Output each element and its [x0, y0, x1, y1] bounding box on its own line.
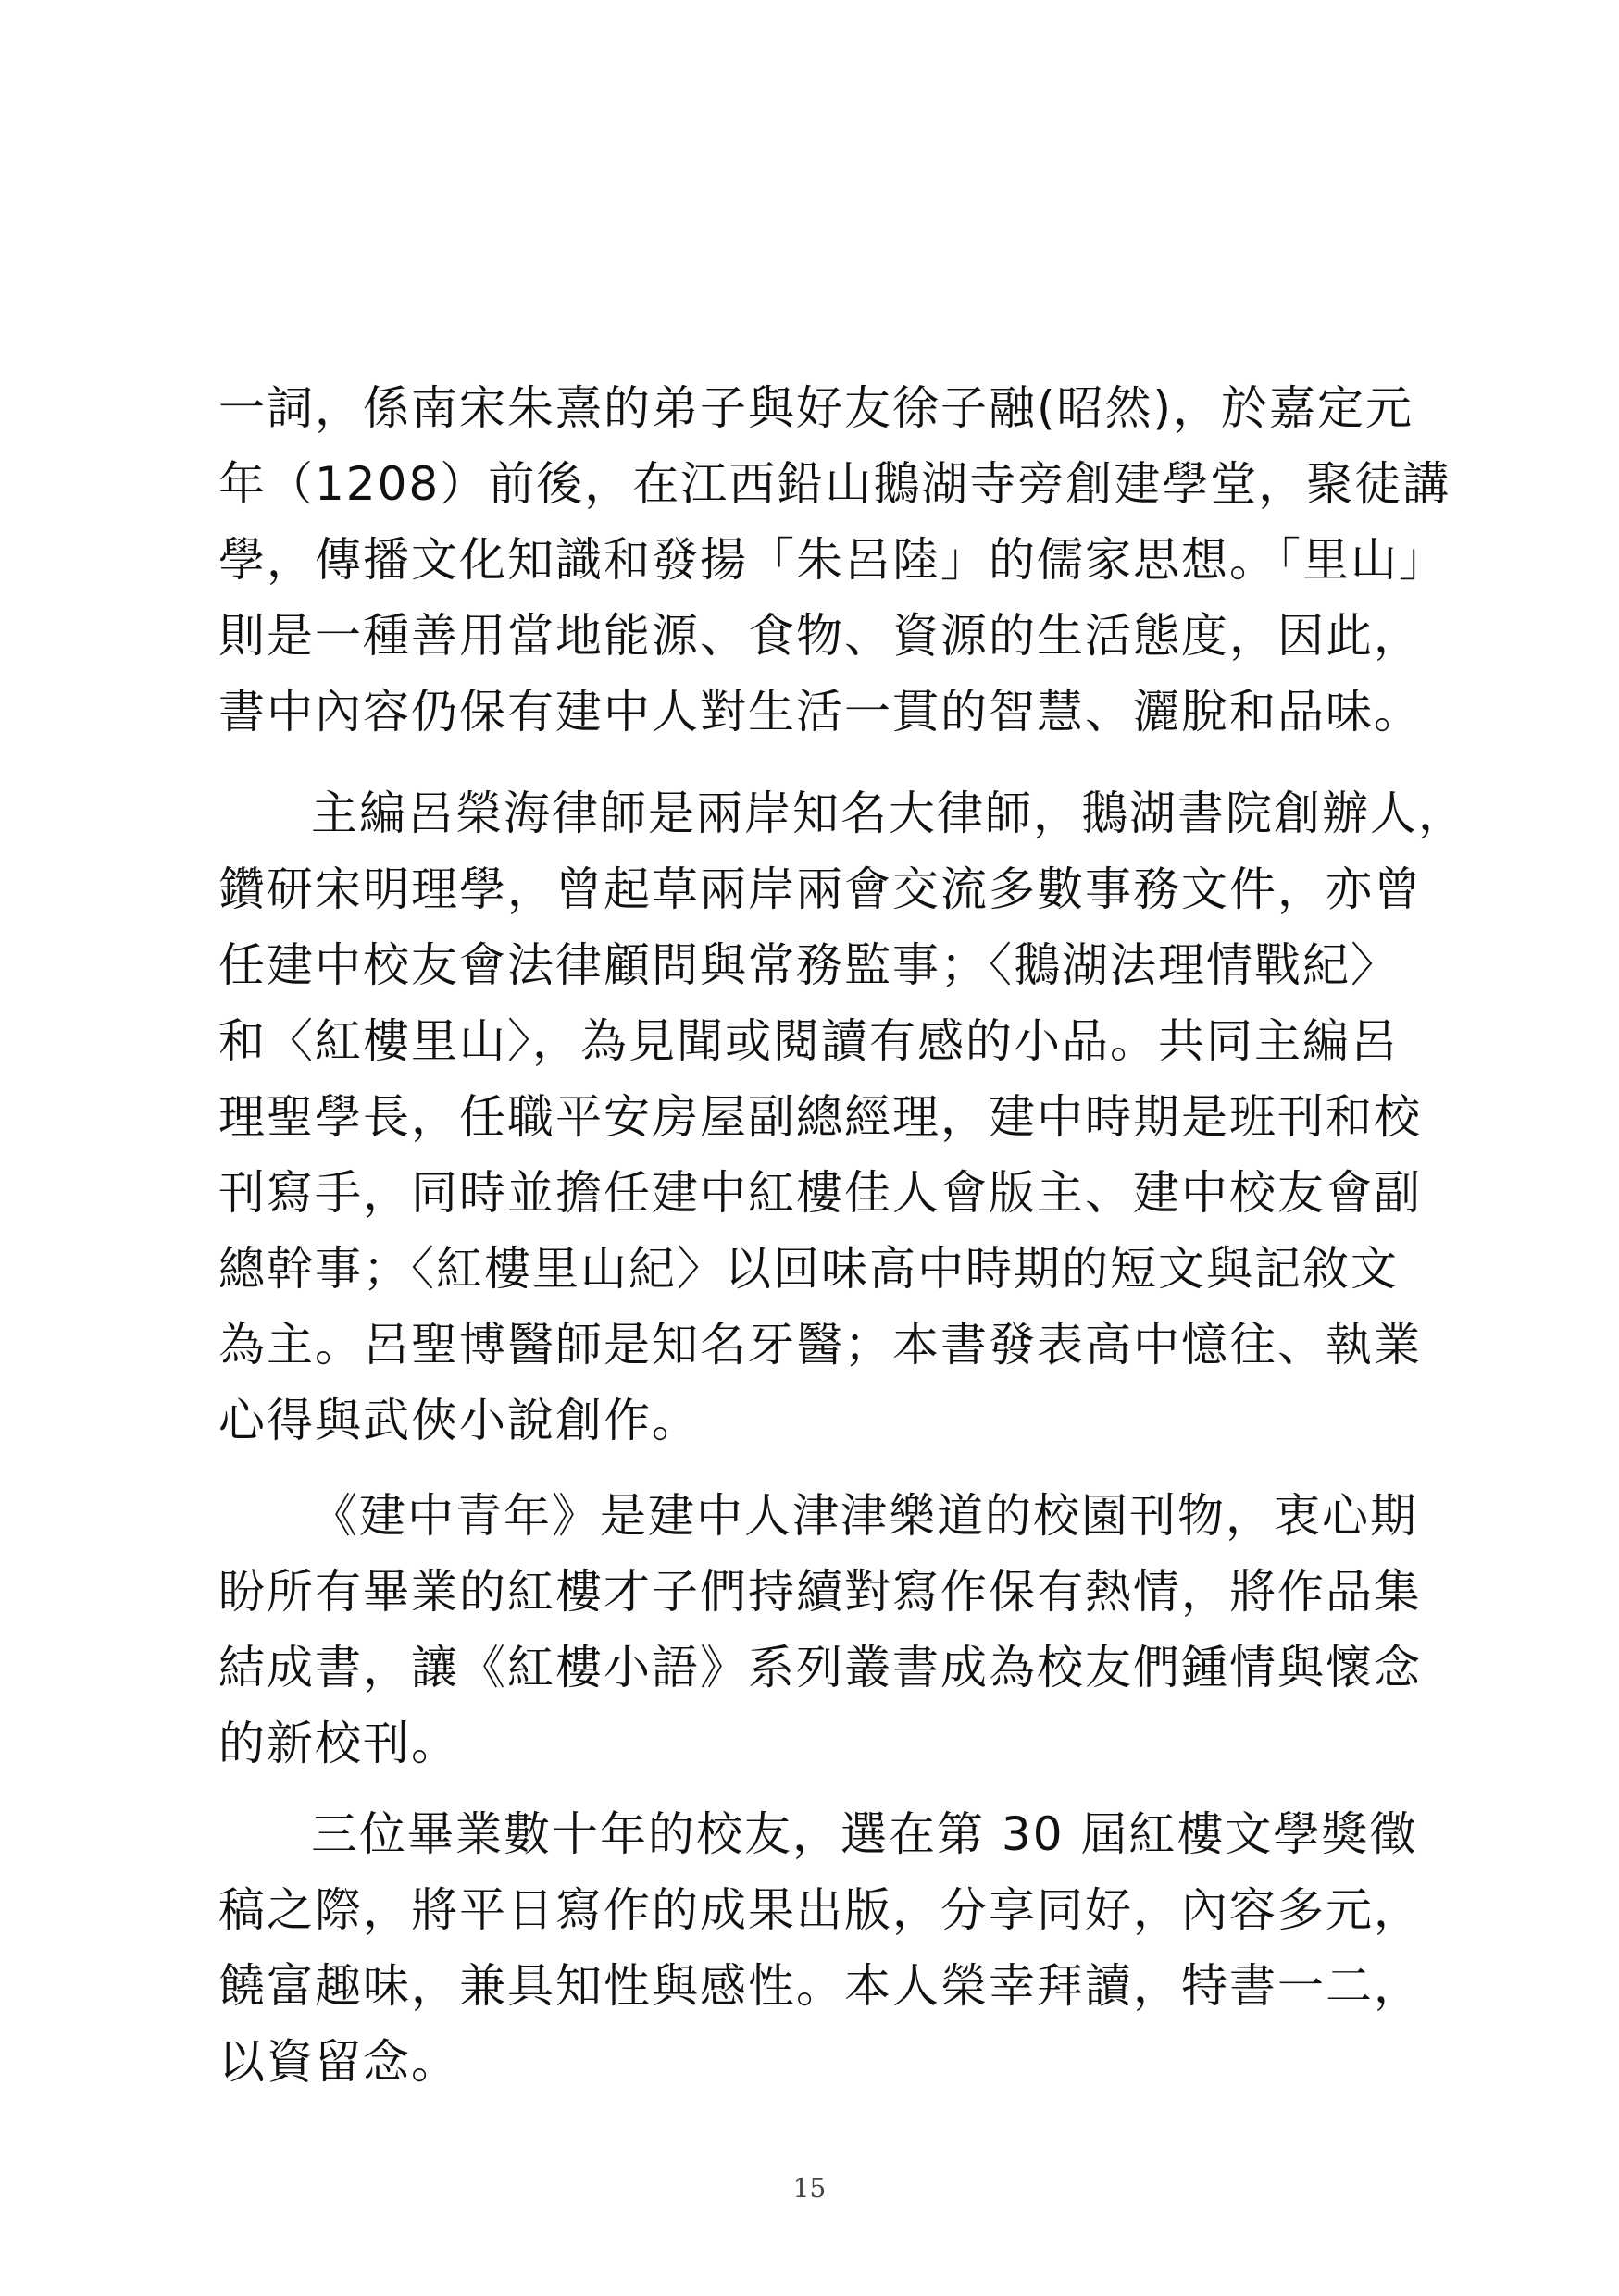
- paragraph-line: 《建中青年》是建中人津津樂道的校園刊物，衷心期: [311, 1489, 1418, 1543]
- paragraph-line: 以資留念。: [218, 2035, 459, 2089]
- paragraph-line: 則是一種善用當地能源、食物、資源的生活態度，因此，: [218, 609, 1422, 663]
- page-number: 15: [792, 2173, 827, 2203]
- paragraph-line: 鑽研宋明理學，曾起草兩岸兩會交流多數事務文件，亦曾: [218, 863, 1422, 916]
- paragraph-line: 心得與武俠小說創作。: [218, 1394, 700, 1447]
- paragraph-line: 年（1208）前後，在江西鉛山鵝湖寺旁創建學堂，聚徒講: [218, 457, 1451, 511]
- paragraph-2: [218, 776, 1466, 1458]
- paragraph-line: 稿之際，將平日寫作的成果出版，分享同好，內容多元，: [218, 1883, 1422, 1937]
- paragraph-line: 學，傳播文化知識和發揚「朱呂陸」的儒家思想。「里山」: [218, 533, 1447, 587]
- paragraph-line: 任建中校友會法律顧問與常務監事；〈鵝湖法理情戰紀〉: [218, 938, 1399, 992]
- paragraph-line: 書中內容仍保有建中人對生活一貫的智慧、灑脫和品味。: [218, 685, 1422, 738]
- paragraph-line: 主編呂榮海律師是兩岸知名大律師，鵝湖書院創辦人，: [311, 787, 1466, 840]
- paragraph-line: 饒富趣味，兼具知性與感性。本人榮幸拜讀，特書一二，: [218, 1959, 1422, 2013]
- paragraph-line: 結成書，讓《紅樓小語》系列叢書成為校友們鍾情與懷念: [218, 1641, 1422, 1694]
- paragraph-line: 刊寫手，同時並擔任建中紅樓佳人會版主、建中校友會副: [218, 1166, 1422, 1220]
- paragraph-line: 盼所有畢業的紅樓才子們持續對寫作保有熱情，將作品集: [218, 1565, 1422, 1619]
- paragraph-line: 總幹事；〈紅樓里山紀〉以回味高中時期的短文與記敘文: [218, 1242, 1399, 1296]
- paragraph-line: 為主。呂聖博醫師是知名牙醫；本書發表高中憶往、執業: [218, 1318, 1422, 1371]
- paragraph-line: 的新校刊。: [218, 1717, 459, 1770]
- paragraph-line: 理聖學長，任職平安房屋副總經理，建中時期是班刊和校: [218, 1090, 1422, 1144]
- paragraph-4: [218, 1796, 1422, 2100]
- paragraph-line: 和〈紅樓里山〉，為見聞或閱讀有感的小品。共同主編呂: [218, 1014, 1399, 1068]
- paragraph-1: [218, 370, 1451, 750]
- paragraph-line: 一詞，係南宋朱熹的弟子與好友徐子融(昭然)，於嘉定元: [218, 381, 1414, 435]
- paragraph-line: 三位畢業數十年的校友，選在第 30 屆紅樓文學獎徵: [311, 1807, 1418, 1861]
- paragraph-3: [218, 1478, 1422, 1781]
